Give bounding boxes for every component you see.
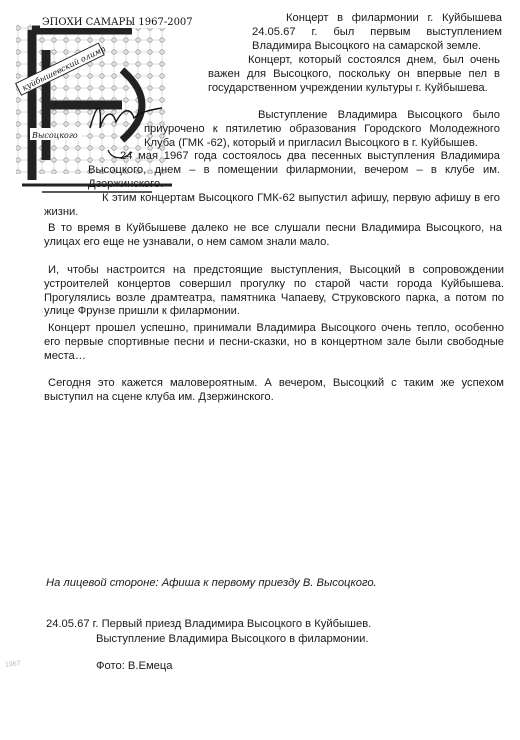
caption-line-1: 24.05.67 г. Первый приезд Владимира Высоцкого в Куйбышев. bbox=[46, 618, 372, 630]
logo-bottom-text: Высоцкого bbox=[32, 131, 78, 140]
paragraph-4: 24 мая 1967 года состоялось два песенных выступления Владимира Высоцкого, днем – в помещении филармонии, вечером – в клубе им. Дзержинского. bbox=[88, 150, 500, 190]
caption-line-2: Выступление Владимира Высоцкого в филармонии. bbox=[96, 633, 369, 645]
afisha-note: На лицевой стороне: Афиша к первому приезду В. Высоцкого. bbox=[46, 577, 377, 589]
paragraph-6: В то время в Куйбышеве далеко не все слушали песни Владимира Высоцкого, на улицах его еще не узнавали, о нем самом знали мало. bbox=[44, 222, 502, 248]
paragraph-8: Концерт прошел успешно, принимали Владимира Высоцкого очень тепло, особенно его первые спортивные песни и песни-сказки, но в концертном зале были свободные места… bbox=[44, 322, 504, 362]
paragraph-5: К этим концертам Высоцкого ГМК-62 выпустил афишу, первую афишу в его жизни. bbox=[44, 192, 500, 218]
paragraph-1: Концерт в филармонии г. Куйбышева 24.05.67 г. был первым выступлением Владимира Высоцкого на самарской земле. bbox=[252, 12, 502, 52]
logo-ribbon-text: куйбышевский олимп bbox=[20, 44, 108, 93]
logo-top-text: ЭПОХИ САМАРЫ 1967-2007 bbox=[42, 17, 193, 28]
photo-credit: Фото: В.Емеца bbox=[96, 660, 173, 672]
paragraph-3: Выступление Владимира Высоцкого было приурочено к пятилетию образования Городского Молодежного Клуба (ГМК -62), который и пригласил Высоцкого в г. Куйбышев. bbox=[144, 109, 500, 149]
paragraph-9: Сегодня это кажется маловероятным. А вечером, Высоцкий с таким же успехом выступил на сцене клуба им. Дзержинского. bbox=[44, 377, 504, 403]
faint-stamp: 1967 bbox=[4, 660, 21, 669]
paragraph-2: Концерт, который состоялся днем, был очень важен для Высоцкого, поскольку он впервые пел в государственном учреждении культуры г. Куйбышева. bbox=[208, 54, 500, 94]
paragraph-7: И, чтобы настроится на предстоящие выступления, Высоцкий в сопровождении устроителей концертов совершил прогулку по старой части города Куйбышева. Прогулялись возле драмтеатра, памятника Чапаеву, Струковского парка, а потом по улице Фрунзе пришли к филармонии. bbox=[44, 264, 504, 318]
